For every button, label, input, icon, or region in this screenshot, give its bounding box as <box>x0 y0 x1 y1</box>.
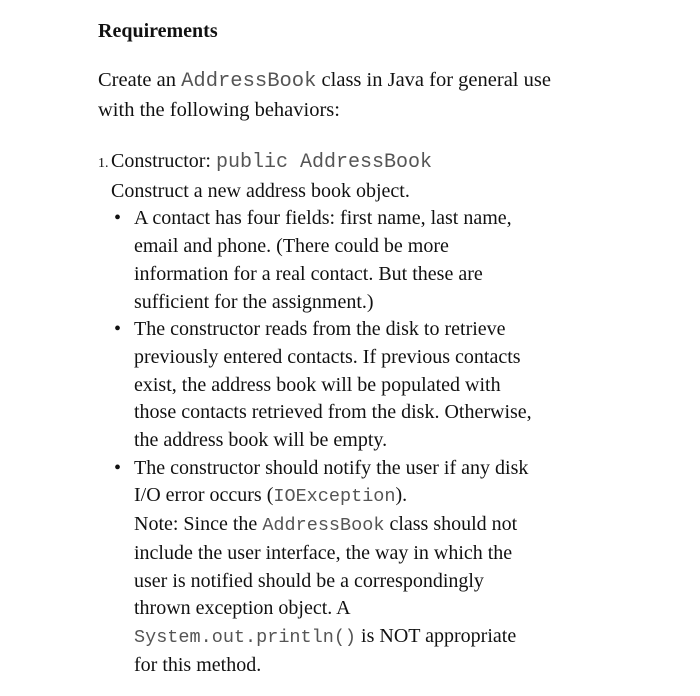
bullet-line: for this method. <box>134 653 262 676</box>
bullet-icon: • <box>114 318 122 341</box>
bullet-line <box>134 511 678 540</box>
bullet-line: exist, the address book will be populated with <box>134 373 501 396</box>
bullet-line: those contacts retrieved from the disk. Otherwise, <box>134 401 532 424</box>
intro-line-1 <box>98 66 658 96</box>
bullet-line: the address book will be empty. <box>134 429 388 452</box>
intro-text: Create an <box>98 69 182 91</box>
bullet-line: thrown exception object. A <box>134 597 351 620</box>
bullet-line: A contact has four fields: first name, last name, <box>134 207 512 230</box>
bullet-text: class should not <box>384 513 518 536</box>
bullet-line <box>134 623 678 652</box>
bullet-item-notify-user <box>114 455 678 680</box>
bullet-text: Note: Since the <box>134 513 263 536</box>
bullet-text: is NOT appropriate <box>356 624 517 647</box>
println-code: System.out.println() <box>134 626 357 648</box>
class-name-code: AddressBook <box>181 70 317 93</box>
item-number: 1. <box>98 156 109 171</box>
ioexception-code: IOException <box>273 486 396 508</box>
bullet-icon: • <box>114 207 122 230</box>
bullet-text: I/O error occurs ( <box>134 484 274 507</box>
constructor-signature-code: public AddressBook <box>216 151 433 174</box>
section-heading: Requirements <box>98 20 218 42</box>
bullet-line: include the user interface, the way in which the <box>134 541 513 564</box>
bullet-line: The constructor reads from the disk to retrieve <box>134 318 506 341</box>
item-description: Construct a new address book object. <box>111 179 410 202</box>
bullet-text: ). <box>395 484 408 507</box>
bullet-line: information for a real contact. But these are <box>134 262 483 285</box>
class-name-code: AddressBook <box>262 515 385 537</box>
bullet-line: user is notified should be a correspondingly <box>134 569 484 592</box>
bullet-line: The constructor should notify the user if any disk <box>134 456 529 479</box>
bullet-item-contact-fields <box>114 205 678 316</box>
bullet-line <box>134 482 678 511</box>
requirement-item-1 <box>98 148 678 679</box>
item-header <box>98 148 678 178</box>
bullet-line: sufficient for the assignment.) <box>134 290 374 313</box>
bullet-icon: • <box>114 456 122 479</box>
bullet-line: previously entered contacts. If previous contacts <box>134 345 521 368</box>
intro-paragraph <box>98 66 658 124</box>
bullet-item-constructor-reads <box>114 316 678 455</box>
bullet-line: email and phone. (There could be more <box>134 235 449 258</box>
item-label: Constructor: <box>111 150 216 172</box>
intro-line-2: with the following behaviors: <box>98 99 340 121</box>
bullet-list <box>98 205 678 679</box>
intro-text: class in Java for general use <box>316 69 551 91</box>
